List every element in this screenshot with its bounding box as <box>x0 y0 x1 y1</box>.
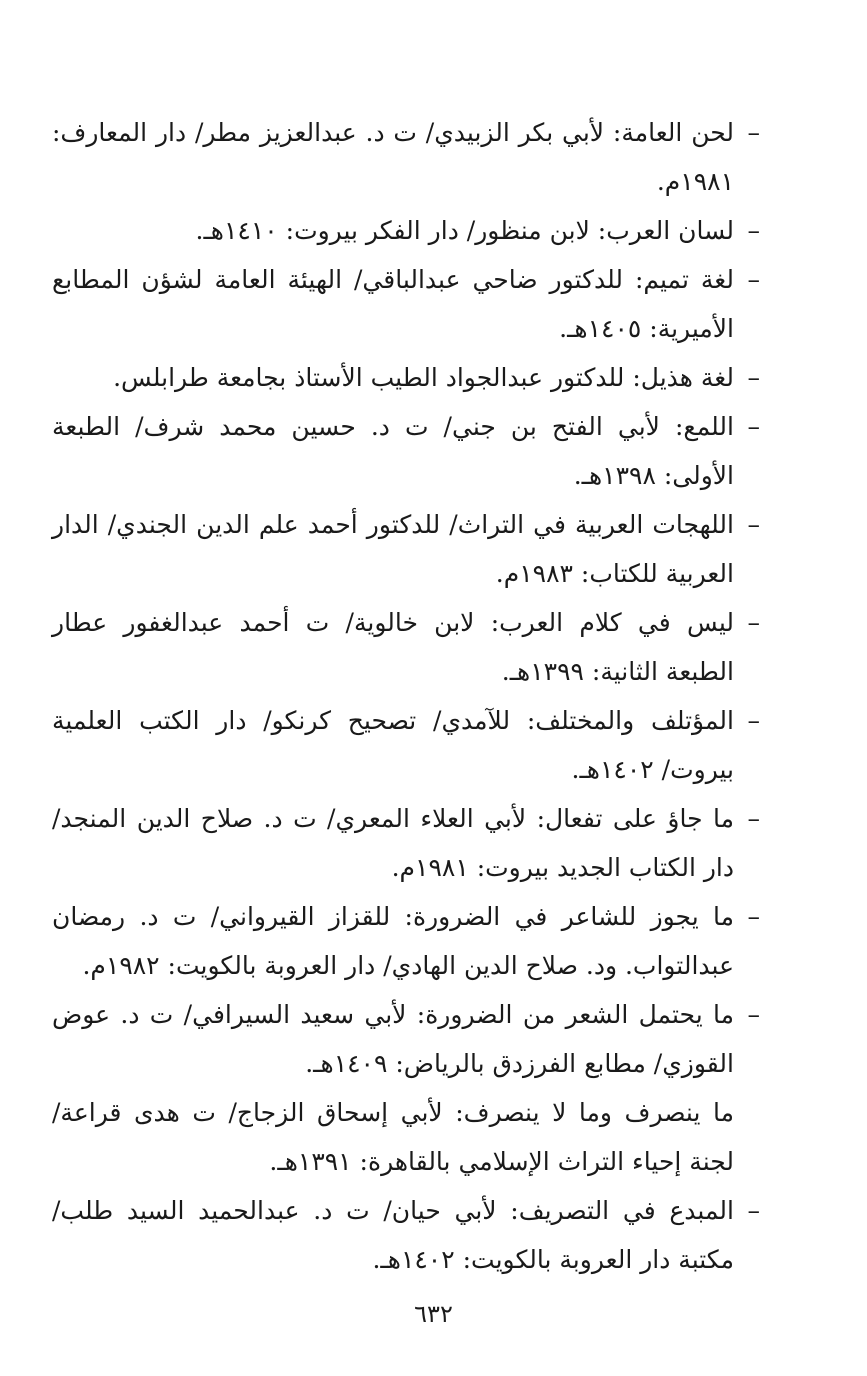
entry-dash: – <box>747 1000 760 1029</box>
entry-dash: – <box>747 265 760 294</box>
entry-dash: – <box>747 118 760 147</box>
entry-text: المؤتلف والمختلف: للآمدي/ تصحيح كرنكو/ دار الكتب العلمية بيروت/ ١٤٠٢هـ. <box>52 706 734 784</box>
entry-text: اللمع: لأبي الفتح بن جني/ ت د. حسين محمد شرف/ الطبعة الأولى: ١٣٩٨هـ. <box>52 412 734 490</box>
entry-dash: – <box>747 412 760 441</box>
bibliography-entry <box>52 990 760 1088</box>
entry-text: ما يجوز للشاعر في الضرورة: للقزاز القيرواني/ ت د. رمضان عبدالتواب. ود. صلاح الدين الهادي/ دار العروبة بالكويت: ١٩٨٢م. <box>52 902 734 980</box>
entry-text: ما جاؤ على تفعال: لأبي العلاء المعري/ ت د. صلاح الدين المنجد/ دار الكتاب الجديد بيروت: ١٩٨١م. <box>52 804 734 882</box>
entry-text: ما يحتمل الشعر من الضرورة: لأبي سعيد السيرافي/ ت د. عوض القوزي/ مطابع الفرزدق بالرياض: ١٤٠٩هـ. <box>52 1000 734 1078</box>
entry-text: ليس في كلام العرب: لابن خالوية/ ت أحمد عبدالغفور عطار الطبعة الثانية: ١٣٩٩هـ. <box>52 608 734 686</box>
entry-dash: – <box>747 902 760 931</box>
bibliography-entry <box>52 696 760 794</box>
entry-dash: – <box>747 804 760 833</box>
bibliography-entry <box>52 598 760 696</box>
page-number: ٦٣٢ <box>414 1300 453 1328</box>
entry-text: لسان العرب: لابن منظور/ دار الفكر بيروت: ١٤١٠هـ. <box>195 216 734 245</box>
entry-dash: – <box>747 216 760 245</box>
bibliography-entry <box>52 255 760 353</box>
entry-text: ما ينصرف وما لا ينصرف: لأبي إسحاق الزجاج/ ت هدى قراعة/ لجنة إحياء التراث الإسلامي بالقاهرة: ١٣٩١هـ. <box>52 1098 734 1176</box>
entry-text: لحن العامة: لأبي بكر الزبيدي/ ت د. عبدالعزيز مطر/ دار المعارف: ١٩٨١م. <box>52 118 734 196</box>
bibliography-entry <box>52 402 760 500</box>
bibliography-entry <box>52 892 760 990</box>
bibliography-entry <box>52 500 760 598</box>
entry-dash: – <box>747 1196 760 1225</box>
entry-dash: – <box>747 608 760 637</box>
entry-dash: – <box>747 510 760 539</box>
bibliography-entry <box>52 353 760 402</box>
bibliography-entry <box>52 1186 760 1284</box>
entry-text: المبدع في التصريف: لأبي حيان/ ت د. عبدالحميد السيد طلب/ مكتبة دار العروبة بالكويت: ١٤٠٢هـ. <box>52 1196 734 1274</box>
bibliography-entry <box>52 794 760 892</box>
entry-text: لغة هذيل: للدكتور عبدالجواد الطيب الأستاذ بجامعة طرابلس. <box>113 363 734 392</box>
entry-dash: – <box>747 363 760 392</box>
bibliography-entry <box>52 108 760 206</box>
entry-text: لغة تميم: للدكتور ضاحي عبدالباقي/ الهيئة العامة لشؤن المطابع الأميرية: ١٤٠٥هـ. <box>52 265 734 343</box>
bibliography-entry <box>52 1088 760 1186</box>
bibliography-list <box>52 108 760 1284</box>
bibliography-entry <box>52 206 760 255</box>
entry-text: اللهجات العربية في التراث/ للدكتور أحمد علم الدين الجندي/ الدار العربية للكتاب: ١٩٨٣م. <box>52 510 734 588</box>
entry-dash: – <box>747 706 760 735</box>
